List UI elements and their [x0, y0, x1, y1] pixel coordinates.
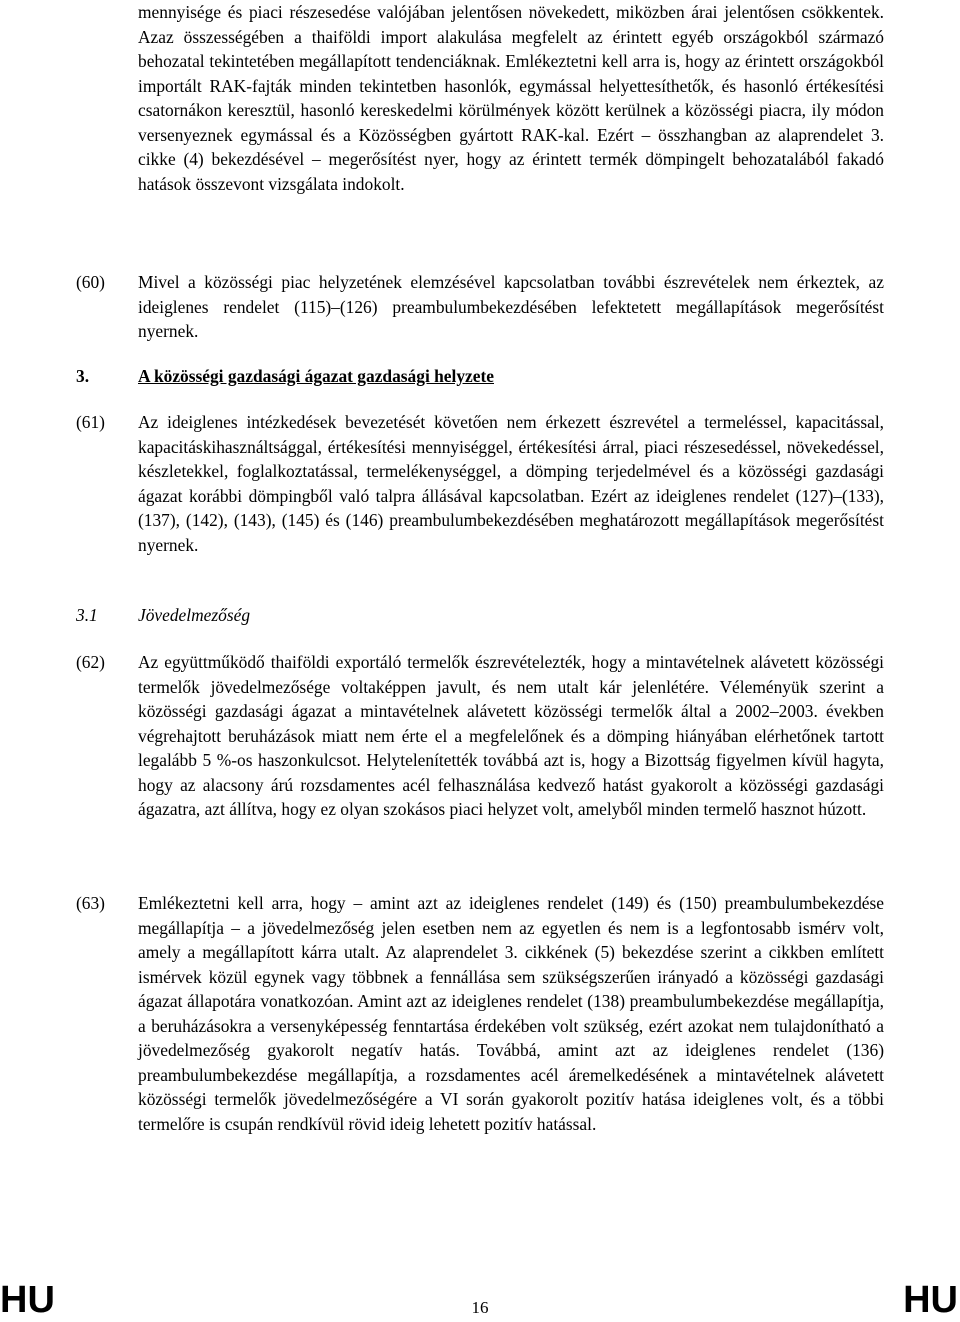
footer-language-right: HU [903, 1279, 958, 1321]
paragraph-62: Az együttműködő thaiföldi exportáló termelők észrevételezték, hogy a mintavételnek alávetett közösségi termelők jövedelmezősége voltaképpen javult, és nem utalt kár jelenlétére. Véleményük szerint a közösségi gazdasági ágazat a mintavételnek alávetett közösségi termelők által a 2002–2003. években végrehajtott beruházások miatt nem érte el a megfelelőnek és a dömping hiányában elérhetőnek tartott legalább 5 %-os haszonkulcsot. Helytelenítették továbbá azt is, hogy a Bizottság figyelmen kívül hagyta, hogy az alacsony árú rozsdamentes acél felhasználása kedvező hatást gyakorolt a közösségi gazdasági ágazatra, azt állítva, hogy ez olyan szokásos piaci helyzet volt, amelyből minden termelő hasznot húzott. [138, 652, 884, 819]
paragraph-number-60: (60) [76, 272, 105, 292]
footer-page-number: 16 [471, 1298, 489, 1317]
section-3-1-title: Jövedelmezőség [138, 605, 251, 625]
section-3-number: 3. [76, 366, 90, 386]
paragraph-61: Az ideiglenes intézkedések bevezetését követően nem érkezett észrevétel a termeléssel, kapacitással, kapacitáskihasználtsággal, értékesítési mennyiséggel, értékesítési árral, piaci részesedéssel, növekedéssel, készletekkel, foglalkoztatással, termelékenységgel, a dömping terjedelmével és a közösségi gazdasági ágazat korábbi dömpingből való talpra állásával kapcsolatban. Ezért az ideiglenes rendelet (127)–(133), (137), (142), (143), (145) és (146) preambulumbekezdésében meghatározott megállapítások megerősítést nyernek. [138, 412, 884, 555]
section-3-1-number: 3.1 [76, 605, 98, 625]
paragraph-number-62: (62) [76, 652, 105, 672]
paragraph-continued: mennyisége és piaci részesedése valójában jelentősen növekedett, miközben árai jelentősen csökkentek. Azaz összességében a thaiföldi import alakulása megfelelt az érintett egyéb országokból származó behozatal tekintetében megállapított tendenciáknak. Emlékeztetni kell arra is, hogy az érintett országokból importált RAK-fajták minden tekintetben hasonlók, egymással helyettesíthetők, és hasonló értékesítési csatornákon keresztül, hasonló kereskedelmi körülmények között kerülnek a közösségi piacra, ily módon versenyeznek egymással és a Közösségben gyártott RAK-kal. Ezért – összhangban az alaprendelet 3. cikke (4) bekezdésével – megerősítést nyer, hogy az érintett termék dömpingelt behozatalából fakadó hatások összevont vizsgálata indokolt. [138, 2, 884, 194]
section-3-title-text: A közösségi gazdasági ágazat gazdasági helyzete [138, 366, 494, 386]
paragraph-number-61: (61) [76, 412, 105, 432]
section-3-title [138, 364, 494, 389]
paragraph-number-63: (63) [76, 893, 105, 913]
paragraph-60: Mivel a közösségi piac helyzetének elemzésével kapcsolatban további észrevételek nem érkeztek, az ideiglenes rendelet (115)–(126) preambulumbekezdésében lefektetett megállapítások megerősítést nyernek. [138, 272, 884, 341]
paragraph-63: Emlékeztetni kell arra, hogy – amint azt az ideiglenes rendelet (149) és (150) preambulumbekezdése megállapítja – a jövedelmezőség jelen esetben nem az egyetlen és nem is a legfontosabb ismérv volt, amely a megállapított kárra utalt. Az alaprendelet 3. cikkének (5) bekezdése szerint a cikkben említett ismérvek közül egynek vagy többnek a fennállása sem szükségszerűen irányadó a közösségi gazdasági ágazat állapotára vonatkozóan. Amint azt az ideiglenes rendelet (138) preambulumbekezdése megállapítja, a beruházásokra a versenyképesség fenntartása érdekében volt szükség, ezért azokat nem tulajdonítható a jövedelmezőség gyakorolt negatív hatás. Továbbá, amint azt az ideiglenes rendelet (136) preambulumbekezdése megállapítja, a rozsdamentes acél áremelkedésének a mintavételnek alávetett közösségi termelők jövedelmezőségére a VI során gyakorolt pozitív hatása ideiglenes volt, és a többi termelőre is csupán rendkívül rövid ideig lehetett pozitív hatással. [138, 893, 884, 1134]
footer-language-left: HU [0, 1279, 55, 1321]
